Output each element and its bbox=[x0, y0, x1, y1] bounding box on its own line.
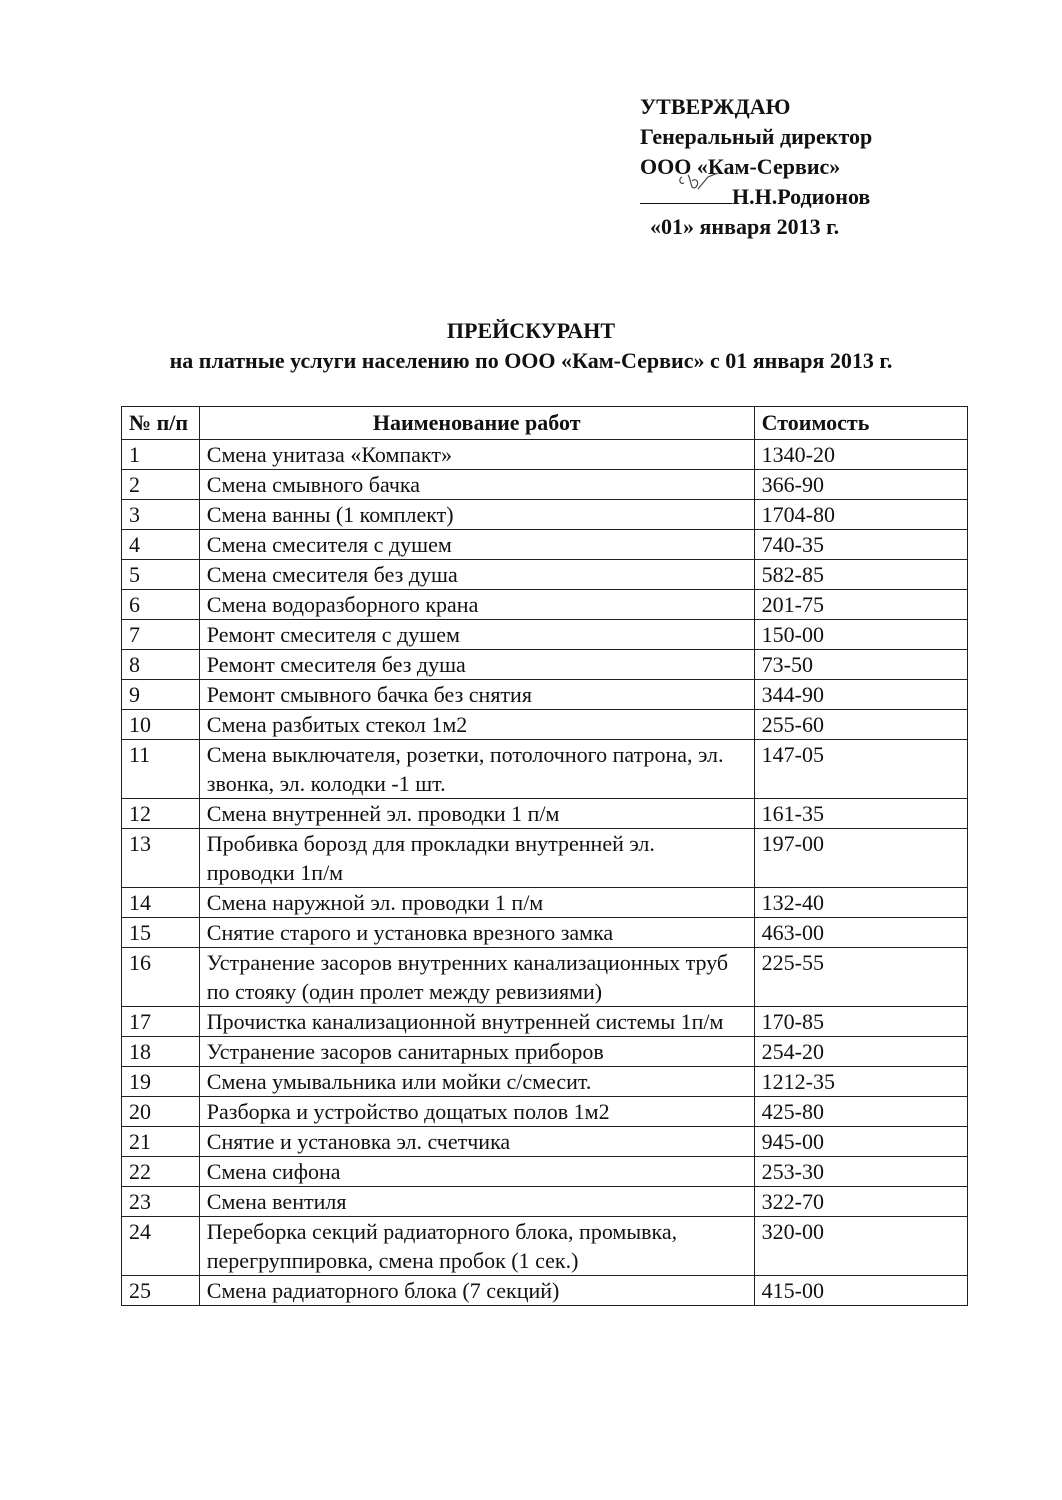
table-row bbox=[122, 470, 968, 500]
table-row bbox=[122, 680, 968, 710]
row-name: Смена ванны (1 комплект) bbox=[199, 500, 754, 530]
row-cost: 463-00 bbox=[754, 918, 967, 948]
table-row bbox=[122, 1187, 968, 1217]
row-name: Устранение засоров внутренних канализационных труб по стояку (один пролет между ревизиями) bbox=[199, 948, 754, 1007]
row-name: Пробивка борозд для прокладки внутренней эл. проводки 1п/м bbox=[199, 829, 754, 888]
row-name: Ремонт смесителя с душем bbox=[199, 620, 754, 650]
row-num: 3 bbox=[122, 500, 200, 530]
table-row bbox=[122, 1217, 968, 1276]
row-cost: 320-00 bbox=[754, 1217, 967, 1276]
row-name: Смена унитаза «Компакт» bbox=[199, 440, 754, 470]
table-row bbox=[122, 530, 968, 560]
row-cost: 425-80 bbox=[754, 1097, 967, 1127]
table-row bbox=[122, 829, 968, 888]
table-row bbox=[122, 1276, 968, 1306]
row-name: Смена смесителя без душа bbox=[199, 560, 754, 590]
row-num: 18 bbox=[122, 1037, 200, 1067]
row-num: 24 bbox=[122, 1217, 200, 1276]
row-num: 1 bbox=[122, 440, 200, 470]
approval-block bbox=[640, 92, 872, 242]
table-row bbox=[122, 740, 968, 799]
row-cost: 150-00 bbox=[754, 620, 967, 650]
row-cost: 582-85 bbox=[754, 560, 967, 590]
signer-name: Н.Н.Родионов bbox=[732, 184, 871, 209]
row-num: 20 bbox=[122, 1097, 200, 1127]
row-num: 11 bbox=[122, 740, 200, 799]
header-name: Наименование работ bbox=[199, 407, 754, 440]
row-cost: 322-70 bbox=[754, 1187, 967, 1217]
row-num: 5 bbox=[122, 560, 200, 590]
row-cost: 1704-80 bbox=[754, 500, 967, 530]
row-num: 16 bbox=[122, 948, 200, 1007]
row-cost: 161-35 bbox=[754, 799, 967, 829]
row-num: 8 bbox=[122, 650, 200, 680]
table-row bbox=[122, 799, 968, 829]
row-cost: 170-85 bbox=[754, 1007, 967, 1037]
table-row bbox=[122, 1127, 968, 1157]
approval-signature-line bbox=[640, 182, 872, 212]
row-num: 22 bbox=[122, 1157, 200, 1187]
row-name: Смена смывного бачка bbox=[199, 470, 754, 500]
row-num: 15 bbox=[122, 918, 200, 948]
row-name: Смена внутренней эл. проводки 1 п/м bbox=[199, 799, 754, 829]
document-subtitle: на платные услуги населению по ООО «Кам-Сервис» с 01 января 2013 г. bbox=[169, 348, 893, 373]
row-num: 9 bbox=[122, 680, 200, 710]
row-cost: 1212-35 bbox=[754, 1067, 967, 1097]
row-name: Смена смесителя с душем bbox=[199, 530, 754, 560]
document-title-block bbox=[0, 316, 1062, 376]
row-name: Смена умывальника или мойки с/смесит. bbox=[199, 1067, 754, 1097]
row-cost: 197-00 bbox=[754, 829, 967, 888]
row-name: Смена сифона bbox=[199, 1157, 754, 1187]
handwritten-signature-icon bbox=[674, 169, 724, 199]
row-num: 25 bbox=[122, 1276, 200, 1306]
row-name: Ремонт смывного бачка без снятия bbox=[199, 680, 754, 710]
table-row bbox=[122, 1097, 968, 1127]
price-table bbox=[121, 406, 968, 1306]
row-cost: 415-00 bbox=[754, 1276, 967, 1306]
table-row bbox=[122, 500, 968, 530]
table-header-row bbox=[122, 407, 968, 440]
row-cost: 255-60 bbox=[754, 710, 967, 740]
table-row bbox=[122, 948, 968, 1007]
row-num: 2 bbox=[122, 470, 200, 500]
row-cost: 1340-20 bbox=[754, 440, 967, 470]
table-row bbox=[122, 1067, 968, 1097]
header-cost: Стоимость bbox=[754, 407, 967, 440]
row-name: Смена радиаторного блока (7 секций) bbox=[199, 1276, 754, 1306]
row-num: 4 bbox=[122, 530, 200, 560]
table-row bbox=[122, 590, 968, 620]
row-cost: 344-90 bbox=[754, 680, 967, 710]
approval-company: ООО «Кам-Сервис» bbox=[640, 154, 841, 179]
row-num: 6 bbox=[122, 590, 200, 620]
row-num: 12 bbox=[122, 799, 200, 829]
row-cost: 132-40 bbox=[754, 888, 967, 918]
row-cost: 225-55 bbox=[754, 948, 967, 1007]
row-num: 23 bbox=[122, 1187, 200, 1217]
row-name: Смена водоразборного крана bbox=[199, 590, 754, 620]
row-name: Переборка секций радиаторного блока, промывка, перегруппировка, смена пробок (1 сек.) bbox=[199, 1217, 754, 1276]
row-num: 21 bbox=[122, 1127, 200, 1157]
row-cost: 945-00 bbox=[754, 1127, 967, 1157]
table-row bbox=[122, 1157, 968, 1187]
table-row bbox=[122, 560, 968, 590]
row-num: 10 bbox=[122, 710, 200, 740]
row-cost: 201-75 bbox=[754, 590, 967, 620]
table-row bbox=[122, 650, 968, 680]
approval-date: «01» января 2013 г. bbox=[650, 214, 840, 239]
table-row bbox=[122, 1037, 968, 1067]
row-name: Прочистка канализационной внутренней системы 1п/м bbox=[199, 1007, 754, 1037]
row-cost: 254-20 bbox=[754, 1037, 967, 1067]
table-row bbox=[122, 1007, 968, 1037]
header-num: № п/п bbox=[122, 407, 200, 440]
table-row bbox=[122, 620, 968, 650]
row-cost: 147-05 bbox=[754, 740, 967, 799]
row-name: Смена выключателя, розетки, потолочного патрона, эл. звонка, эл. колодки -1 шт. bbox=[199, 740, 754, 799]
row-name: Смена вентиля bbox=[199, 1187, 754, 1217]
row-name: Разборка и устройство дощатых полов 1м2 bbox=[199, 1097, 754, 1127]
row-num: 7 bbox=[122, 620, 200, 650]
table-row bbox=[122, 440, 968, 470]
row-num: 19 bbox=[122, 1067, 200, 1097]
row-name: Смена наружной эл. проводки 1 п/м bbox=[199, 888, 754, 918]
table-row bbox=[122, 918, 968, 948]
row-name: Ремонт смесителя без душа bbox=[199, 650, 754, 680]
row-num: 14 bbox=[122, 888, 200, 918]
row-name: Устранение засоров санитарных приборов bbox=[199, 1037, 754, 1067]
approval-position: Генеральный директор bbox=[640, 124, 873, 149]
row-name: Смена разбитых стекол 1м2 bbox=[199, 710, 754, 740]
row-cost: 366-90 bbox=[754, 470, 967, 500]
signature-blank bbox=[640, 183, 732, 204]
row-cost: 73-50 bbox=[754, 650, 967, 680]
document-title: ПРЕЙСКУРАНТ bbox=[446, 318, 616, 343]
row-name: Снятие и установка эл. счетчика bbox=[199, 1127, 754, 1157]
row-cost: 740-35 bbox=[754, 530, 967, 560]
approval-heading: УТВЕРЖДАЮ bbox=[640, 94, 791, 119]
row-cost: 253-30 bbox=[754, 1157, 967, 1187]
table-row bbox=[122, 710, 968, 740]
row-num: 17 bbox=[122, 1007, 200, 1037]
row-name: Снятие старого и установка врезного замка bbox=[199, 918, 754, 948]
row-num: 13 bbox=[122, 829, 200, 888]
table-row bbox=[122, 888, 968, 918]
